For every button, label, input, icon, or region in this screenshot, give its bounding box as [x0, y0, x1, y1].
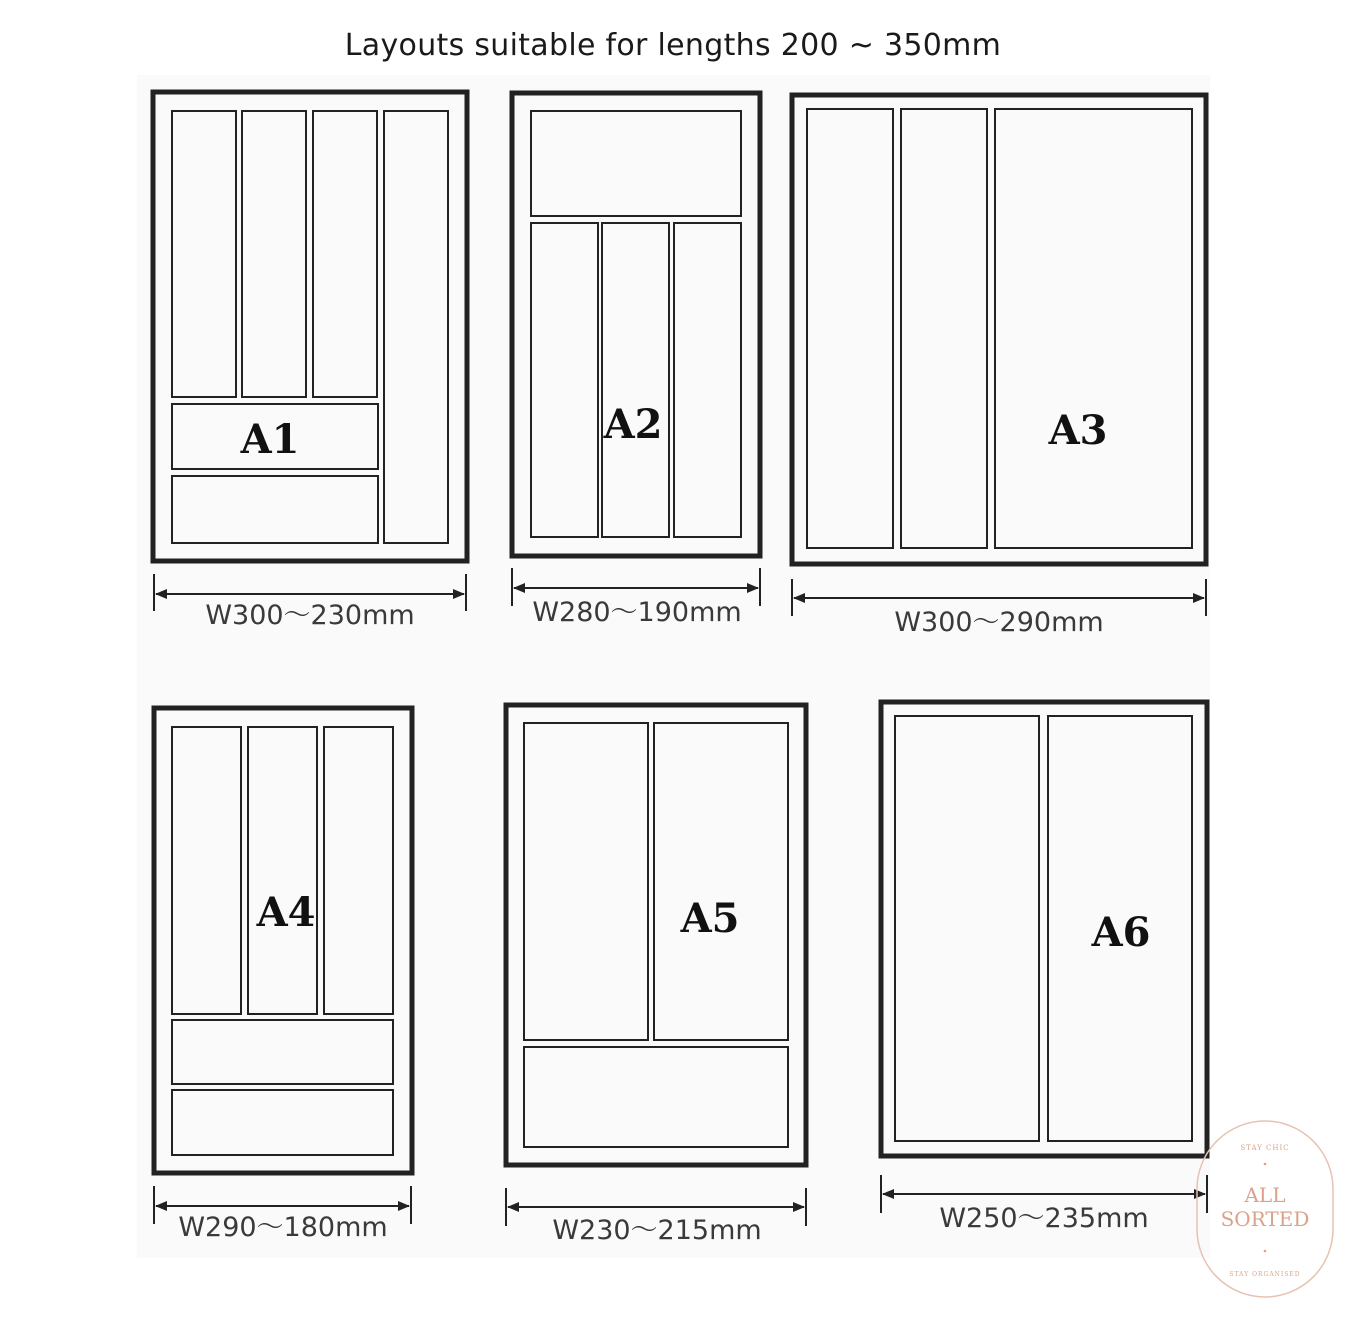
tray-a1-width-label: W300～230mm [205, 600, 415, 631]
tray-a4-label: A4 [256, 889, 316, 936]
tray-a1-label: A1 [240, 416, 300, 463]
brand-logo-dot [1264, 1250, 1267, 1253]
tray-a5-width-label: W230～215mm [552, 1215, 762, 1246]
tray-a3-width-label: W300～290mm [894, 607, 1104, 638]
brand-logo-name-line2: SORTED [1220, 1207, 1310, 1231]
brand-logo-top-text: STAY CHIC [1240, 1144, 1290, 1152]
page-title: Layouts suitable for lengths 200 ~ 350mm [344, 28, 1002, 63]
tray-a3-label: A3 [1048, 407, 1108, 454]
tray-a2-label: A2 [603, 401, 663, 448]
tray-a5-label: A5 [680, 895, 740, 942]
brand-logo-bottom-text: STAY ORGANISED [1229, 1271, 1301, 1278]
tray-a6-label: A6 [1091, 909, 1151, 956]
brand-logo-dot [1264, 1163, 1267, 1166]
brand-logo [1197, 1121, 1333, 1297]
tray-a6-width-label: W250～235mm [939, 1203, 1149, 1234]
tray-a2-width-label: W280～190mm [532, 597, 742, 628]
tray-a4-width-label: W290～180mm [178, 1212, 388, 1243]
brand-logo-name-line1: ALL [1244, 1183, 1286, 1207]
